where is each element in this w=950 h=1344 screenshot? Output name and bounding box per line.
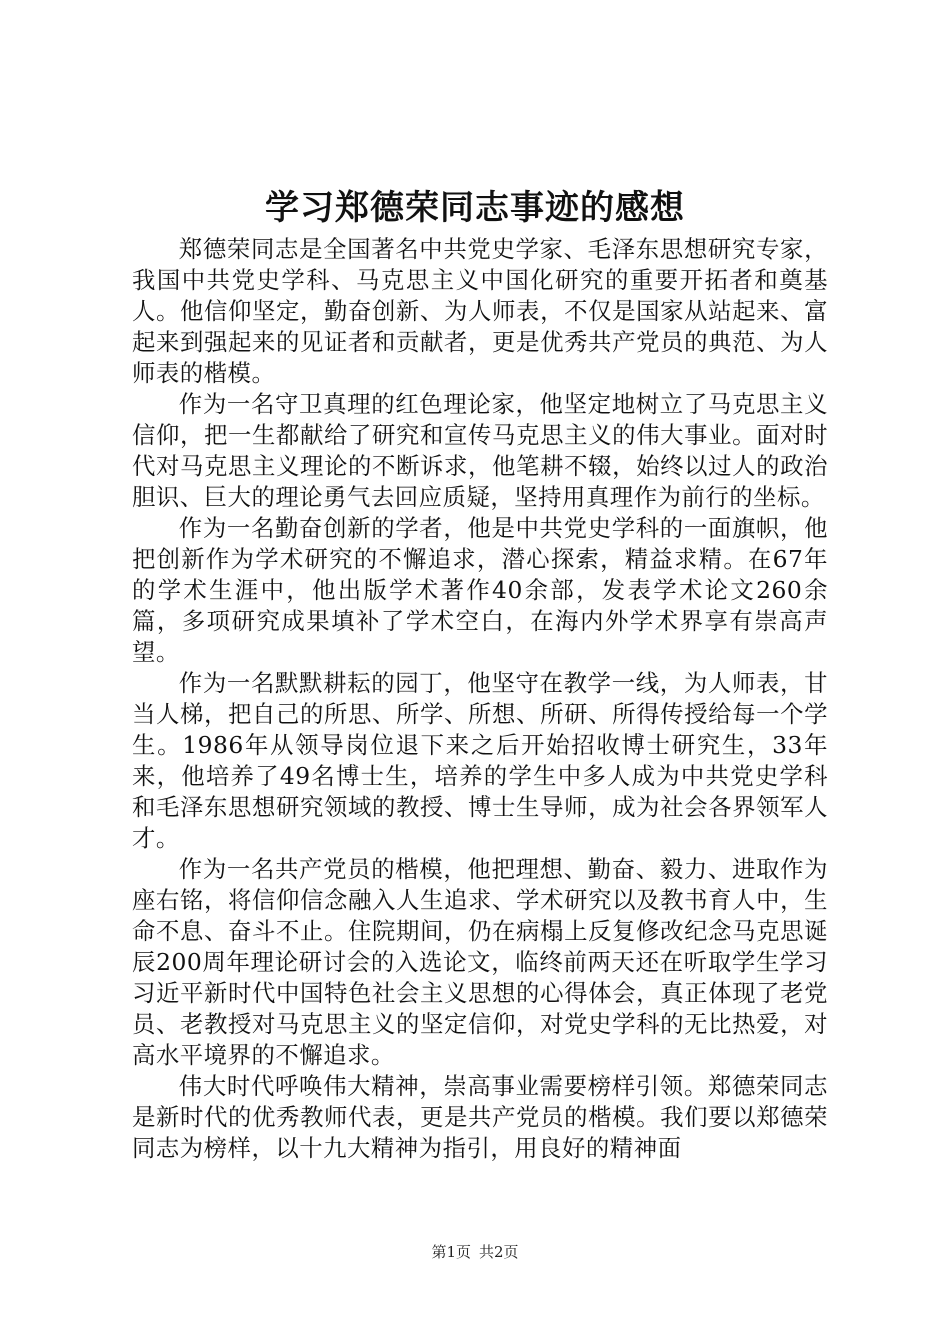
paragraph-intro: 郑德荣同志是全国著名中共党史学家、毛泽东思想研究专家，我国中共党史学科、马克思主义中国化研究的重要开拓者和奠基人。他信仰坚定，勤奋创新、为人师表，不仅是国家从站起来、富起来到强起来的见证者和贡献者，更是优秀共产党员的典范、为人师表的楷模。 bbox=[132, 235, 828, 387]
page-total: 共2页 bbox=[479, 1243, 519, 1261]
document-body bbox=[132, 234, 828, 1164]
paragraph-scholar: 作为一名勤奋创新的学者，他是中共党史学科的一面旗帜，他把创新作为学术研究的不懈追求，潜心探索，精益求精。在67年的学术生涯中，他出版学术著作40余部，发表学术论文260余篇，多项研究成果填补了学术空白，在海内外学术界享有崇高声望。 bbox=[132, 514, 828, 666]
paragraph-gardener: 作为一名默默耕耘的园丁，他坚守在教学一线，为人师表，甘当人梯，把自己的所思、所学、所想、所研、所得传授给每一个学生。1986年从领导岗位退下来之后开始招收博士研究生，33年来，他培养了49名博士生，培养的学生中多人成为中共党史学科和毛泽东思想研究领域的教授、博士生导师，成为社会各界领军人才。 bbox=[132, 669, 828, 852]
page-number: 第1页 bbox=[431, 1243, 471, 1261]
paragraph-theorist: 作为一名守卫真理的红色理论家，他坚定地树立了马克思主义信仰，把一生都献给了研究和宣传马克思主义的伟大事业。面对时代对马克思主义理论的不断诉求，他笔耕不辍，始终以过人的政治胆识、巨大的理论勇气去回应质疑，坚持用真理作为前行的坐标。 bbox=[132, 390, 828, 511]
page-footer bbox=[0, 1240, 950, 1264]
paragraph-party-member: 作为一名共产党员的楷模，他把理想、勤奋、毅力、进取作为座右铭，将信仰信念融入人生追求、学术研究以及教书育人中，生命不息、奋斗不止。住院期间，仍在病榻上反复修改纪念马克思诞辰200周年理论研讨会的入选论文，临终前两天还在听取学生学习习近平新时代中国特色社会主义思想的心得体会，真正体现了老党员、老教授对马克思主义的坚定信仰，对党史学科的无比热爱，对高水平境界的不懈追求。 bbox=[132, 855, 828, 1069]
document-title: 学习郑德荣同志事迹的感想 bbox=[265, 188, 685, 228]
paragraph-conclusion: 伟大时代呼唤伟大精神，崇高事业需要榜样引领。郑德荣同志是新时代的优秀教师代表，更是共产党员的楷模。我们要以郑德荣同志为榜样，以十九大精神为指引，用良好的精神面 bbox=[132, 1072, 828, 1162]
